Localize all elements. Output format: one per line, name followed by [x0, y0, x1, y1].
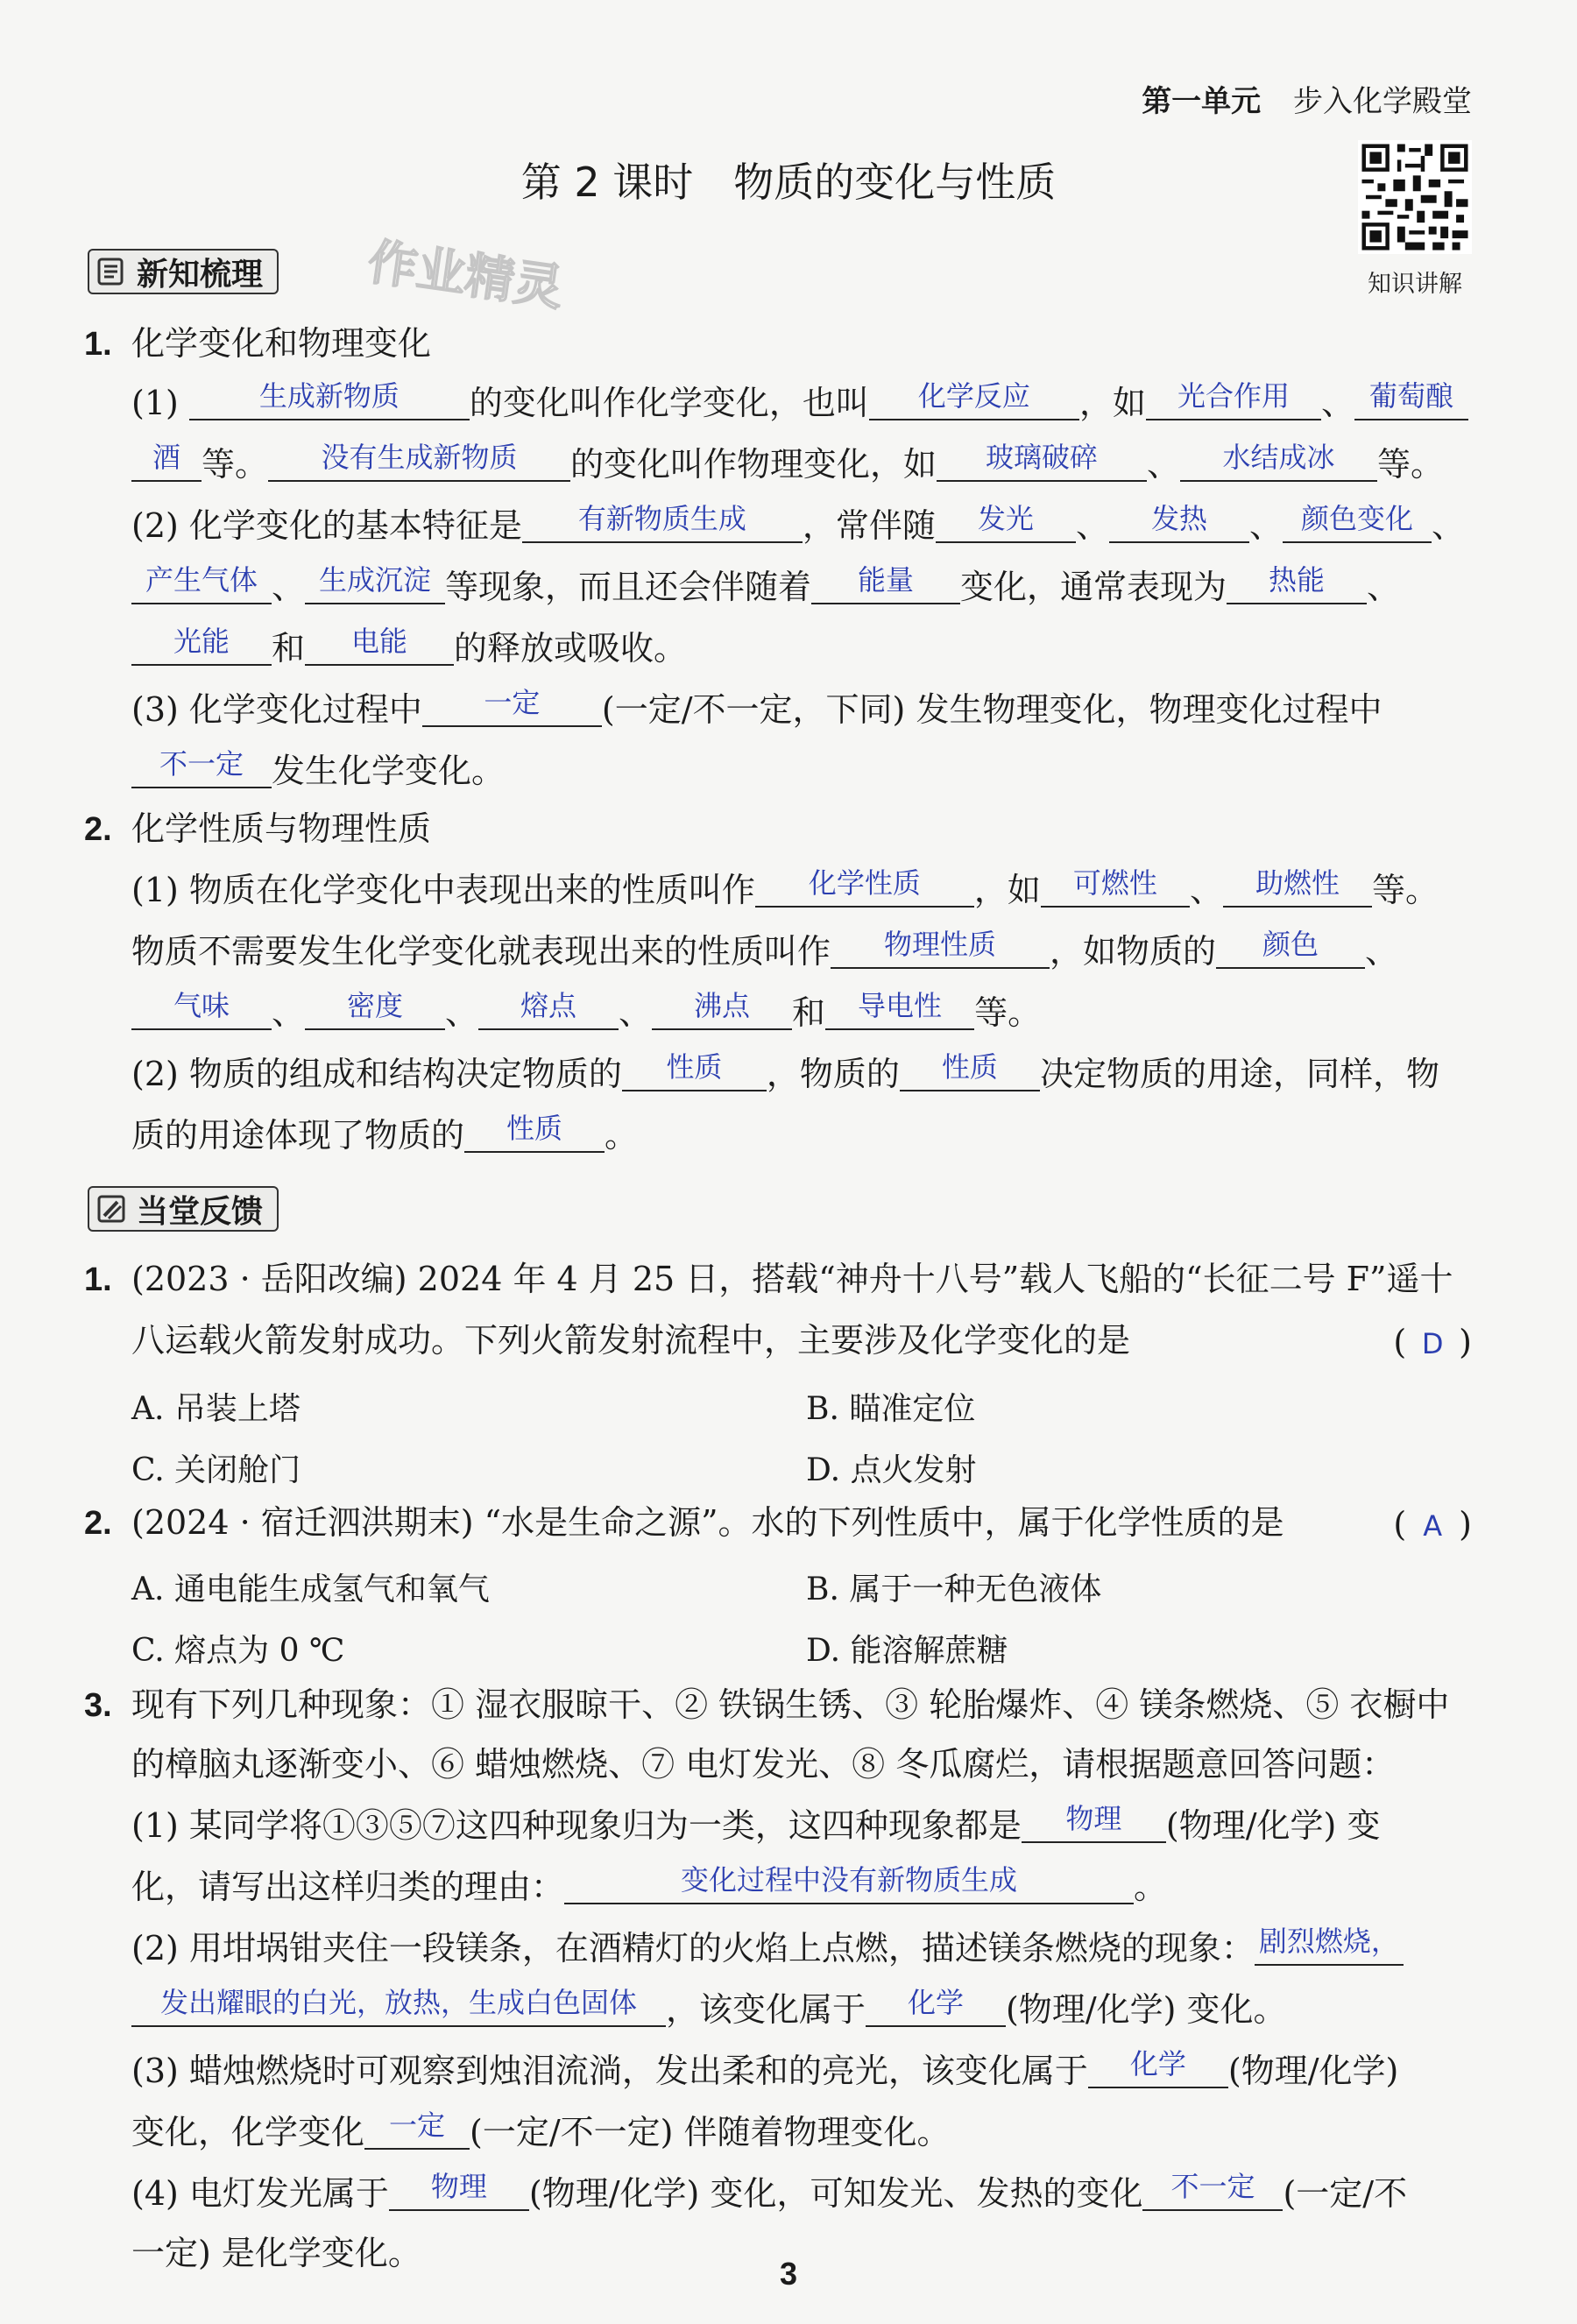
answer-blank[interactable]: 有新物质生成	[522, 510, 803, 543]
k2-line1: (1) 物质在化学变化中表现出来的性质叫作 化学性质 ，如 可燃性 、 助燃性 等。	[131, 866, 1439, 909]
answer-blank[interactable]: 生成新物质	[189, 387, 470, 420]
unit-label: 第一单元	[1142, 84, 1262, 119]
answer-blank[interactable]: 物理性质	[831, 936, 1050, 969]
answer-blank[interactable]: 化学	[866, 1994, 1006, 2027]
q2-answer-box: ( A )	[1393, 1505, 1472, 1543]
answer-blank[interactable]: 发出耀眼的白光，放热，生成白色固体	[131, 1994, 666, 2027]
answer-blank[interactable]: 电能	[305, 632, 454, 666]
answer-blank[interactable]: 光能	[131, 632, 272, 666]
q1-answer-box: ( D )	[1393, 1323, 1472, 1361]
answer-blank[interactable]: 可燃性	[1041, 874, 1190, 908]
k2-line4: (2) 物质的组成和结构决定物质的 性质 ，物质的 性质 决定物质的用途，同样，物	[131, 1050, 1439, 1093]
answer-blank[interactable]: 酒	[131, 449, 202, 482]
k2-line2: 物质不需要发生化学变化就表现出来的性质叫作 物理性质 ，如物质的 颜色 、	[131, 928, 1399, 971]
q3-stem-line2: 的樟脑丸逐渐变小、⑥ 蜡烛燃烧、⑦ 电灯发光、⑧ 冬瓜腐烂，请根据题意回答问题：	[131, 1745, 1396, 1784]
q1-option-c[interactable]: C. 关闭舱门	[131, 1452, 301, 1488]
item-number: 1.	[84, 326, 112, 363]
section-feedback	[88, 1186, 279, 1232]
answer-blank[interactable]: 颜色变化	[1283, 510, 1432, 543]
answer-blank[interactable]: 不一定	[131, 755, 272, 788]
answer-blank[interactable]: 热能	[1227, 571, 1367, 604]
answer-blank[interactable]: 物理	[389, 2178, 529, 2211]
q2-option-a[interactable]: A. 通电能生成氢气和氧气	[131, 1572, 490, 1607]
answer-blank[interactable]: 生成沉淀	[305, 571, 445, 604]
answer-blank[interactable]: 性质	[900, 1058, 1040, 1091]
page-number: 3	[779, 2256, 798, 2292]
q1-option-d[interactable]: D. 点火发射	[806, 1452, 977, 1488]
answer-blank[interactable]: 光合作用	[1146, 387, 1321, 420]
lesson-topic: 物质的变化与性质	[733, 159, 1057, 206]
page-title	[0, 151, 1577, 208]
answer-blank[interactable]: 变化过程中没有新物质生成	[564, 1871, 1134, 1904]
answer-blank[interactable]: 不一定	[1142, 2178, 1283, 2211]
answer-blank[interactable]: 助燃性	[1223, 874, 1372, 908]
q2-stem: (2024 · 宿迁泗洪期末) “水是生命之源”。水的下列性质中，属于化学性质的是	[131, 1503, 1284, 1542]
k1-line5: 光能 和 电能 的释放或吸收。	[131, 631, 1481, 666]
answer-blank[interactable]: 玻璃破碎	[937, 449, 1147, 482]
notebook-icon	[96, 257, 126, 286]
answer-blank[interactable]: 剧烈燃烧，	[1255, 1932, 1404, 1966]
qr-label: 知识讲解	[1368, 271, 1462, 298]
pencil-icon	[96, 1194, 126, 1224]
q2-option-d[interactable]: D. 能溶解蔗糖	[806, 1633, 1008, 1669]
answer-blank[interactable]: 能量	[811, 571, 960, 604]
q3-stem-line1: 现有下列几种现象：① 湿衣服晾干、② 铁锅生锈、③ 轮胎爆炸、④ 镁条燃烧、⑤ 衣橱中	[131, 1685, 1450, 1724]
qr-code-block[interactable]	[1358, 140, 1472, 299]
k2-line5: 质的用途体现了物质的 性质 。	[131, 1112, 639, 1155]
item-heading: 化学性质与物理性质	[131, 809, 432, 848]
k1-line4: 产生气体 、 生成沉淀 等现象，而且还会伴随着 能量 变化，通常表现为 热能 、	[131, 569, 1481, 604]
unit-header	[1142, 77, 1472, 120]
question-number: 2.	[84, 1505, 112, 1542]
answer-blank[interactable]: 产生气体	[131, 571, 272, 604]
watermark: 作业精灵	[364, 233, 567, 318]
q1-stem-line1: (2023 · 岳阳改编) 2024 年 4 月 25 日，搭载“神舟十八号”载人飞船的“长征二号 F”遥十	[131, 1260, 1453, 1298]
q3-s3-line2: 变化，化学变化 一定 (一定/不一定) 伴随着物理变化。	[131, 2109, 951, 2151]
answer-blank[interactable]: 物理	[1022, 1810, 1166, 1843]
unit-subtitle: 步入化学殿堂	[1293, 84, 1472, 119]
answer-blank[interactable]: 水结成冰	[1180, 449, 1377, 482]
answer-blank[interactable]: 发热	[1109, 510, 1249, 543]
answer-blank[interactable]: 一定	[422, 694, 602, 727]
answer-blank[interactable]: 化学性质	[755, 874, 974, 908]
lesson-number: 第 2 课时	[520, 159, 694, 206]
qr-code-icon[interactable]	[1358, 140, 1472, 254]
answer-blank[interactable]: 导电性	[825, 997, 974, 1030]
answer-blank[interactable]: 密度	[305, 997, 445, 1030]
q2-option-c[interactable]: C. 熔点为 0 ℃	[131, 1633, 345, 1669]
answer-blank[interactable]: 没有生成新物质	[268, 449, 570, 482]
answer-blank[interactable]: 一定	[364, 2116, 470, 2150]
answer-blank[interactable]: 性质	[464, 1120, 605, 1153]
q2-option-b[interactable]: B. 属于一种无色液体	[806, 1572, 1102, 1607]
answer-blank[interactable]: 性质	[622, 1058, 767, 1091]
answer-blank[interactable]: 葡萄酿	[1354, 387, 1468, 420]
q1-option-a[interactable]: A. 吊装上塔	[131, 1391, 301, 1427]
q2-answer[interactable]: A	[1423, 1509, 1443, 1543]
q3-s1-line1: (1) 某同学将①③⑤⑦这四种现象归为一类，这四种现象都是 物理 (物理/化学) 变	[131, 1802, 1381, 1845]
question-number: 1.	[84, 1261, 112, 1298]
answer-blank[interactable]: 化学反应	[869, 387, 1079, 420]
answer-blank[interactable]: 颜色	[1216, 936, 1365, 969]
k1-line6: (3) 化学变化过程中 一定 (一定/不一定，下同) 发生物理变化，物理变化过程中	[131, 686, 1383, 729]
q1-option-b[interactable]: B. 瞄准定位	[806, 1391, 976, 1427]
q3-s4-line2: 一定) 是化学变化。	[131, 2234, 421, 2272]
q1-stem-line2: 八运载火箭发射成功。下列火箭发射流程中，主要涉及化学变化的是	[131, 1321, 1131, 1360]
k1-line2: 酒 等。 没有生成新物质 的变化叫作物理变化，如 玻璃破碎 、 水结成冰 等。	[131, 447, 1481, 482]
q1-answer[interactable]: D	[1421, 1327, 1444, 1360]
answer-blank[interactable]: 发光	[936, 510, 1076, 543]
k2-line3: 气味 、 密度 、 熔点 、 沸点 和 导电性 等。	[131, 995, 1481, 1030]
section-new-knowledge	[88, 249, 279, 294]
item-heading: 化学变化和物理变化	[131, 324, 432, 363]
section-label-new-knowledge: 新知梳理	[137, 256, 264, 293]
k1-line7: 不一定 发生化学变化。	[131, 753, 1481, 788]
k1-line3: (2) 化学变化的基本特征是 有新物质生成 ，常伴随 发光 、 发热 、 颜色变化 、	[131, 502, 1465, 545]
q3-s4-line1: (4) 电灯发光属于 物理 (物理/化学) 变化，可知发光、发热的变化 不一定 (一定/不	[131, 2170, 1408, 2213]
question-number: 3.	[84, 1687, 112, 1724]
answer-blank[interactable]: 沸点	[652, 997, 792, 1030]
q3-s2-line2: 发出耀眼的白光，放热，生成白色固体 ，该变化属于 化学 (物理/化学) 变化。	[131, 1992, 1481, 2027]
answer-blank[interactable]: 化学	[1088, 2055, 1228, 2088]
answer-blank[interactable]: 熔点	[478, 997, 619, 1030]
section-label-feedback: 当堂反馈	[137, 1193, 264, 1230]
q3-s1-line2: 化，请写出这样归类的理由： 变化过程中没有新物质生成 。	[131, 1863, 1168, 1906]
answer-blank[interactable]: 气味	[131, 997, 272, 1030]
q3-s3-line1: (3) 蜡烛燃烧时可观察到烛泪流淌，发出柔和的亮光，该变化属于 化学 (物理/化学)	[131, 2047, 1399, 2090]
k1-line1: (1) 生成新物质 的变化叫作化学变化，也叫 化学反应 ，如 光合作用 、 葡萄酿	[131, 385, 1481, 420]
item-number: 2.	[84, 811, 112, 848]
q3-s2-line1: (2) 用坩埚钳夹住一段镁条，在酒精灯的火焰上点燃，描述镁条燃烧的现象： 剧烈燃烧，	[131, 1931, 1481, 1966]
